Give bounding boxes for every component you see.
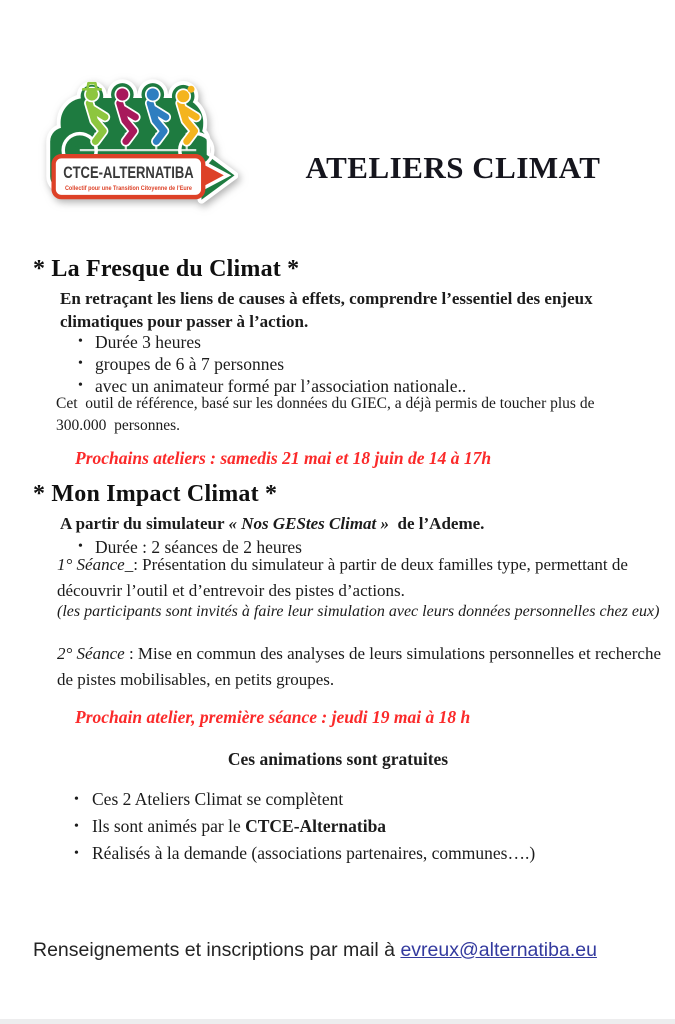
list-item: • avec un animateur formé par l’association nationale.. — [60, 375, 620, 397]
seance1-text: Présentation du simulateur à partir de deux familles type, permettant de découvrir l’outil et d’entrevoir des pistes d’actions. — [57, 555, 628, 600]
list-item: • groupes de 6 à 7 personnes — [60, 353, 620, 375]
ctce-alternatiba-logo — [38, 50, 238, 212]
closing-b2-bold: CTCE-Alternatiba — [245, 816, 387, 836]
fresque-heading: * La Fresque du Climat * — [33, 256, 300, 282]
footer-text: Renseignements et inscriptions par mail à — [33, 939, 401, 961]
impact-intro — [60, 512, 650, 535]
list-item: • Durée : 2 séances de 2 heures — [60, 536, 620, 558]
logo-sign — [54, 156, 228, 197]
impact-intro-quote: « Nos GEStes Climat » — [228, 514, 390, 533]
impact-heading: * Mon Impact Climat * — [33, 481, 278, 507]
logo-sign-subtitle: Collectif pour une Transition Citoyenne de l’Eure — [64, 185, 193, 193]
footer-contact-line — [33, 939, 643, 962]
fresque-bullet-list — [60, 331, 620, 397]
impact-parenthetical: (les participants sont invités à faire leur simulation avec leurs données personnelles chez eux) — [57, 603, 660, 620]
fresque-next-dates: Prochains ateliers : samedis 21 mai et 18 juin de 14 à 17h — [75, 448, 492, 468]
impact-intro-suffix: de l’Ademe. — [389, 514, 485, 533]
list-item: • Réalisés à la demande (associations partenaires, communes….) — [60, 840, 640, 867]
fresque-intro: En retraçant les liens de causes à effets, comprendre l’essentiel des enjeux climatiques pour passer à l’action. — [60, 289, 597, 331]
seance2-sep: : — [124, 644, 138, 663]
closing-b2-prefix: Ils sont animés par le — [92, 816, 246, 836]
list-item: • Durée 3 heures — [60, 331, 620, 353]
impact-next-date: Prochain atelier, première séance : jeudi 19 mai à 18 h — [75, 707, 471, 727]
list-item — [60, 813, 640, 840]
seance1-sep: _: — [124, 555, 143, 574]
seance2-label: 2° Séance — [57, 644, 125, 663]
impact-seance1 — [57, 552, 661, 604]
impact-seance2 — [57, 641, 661, 693]
closing-bullet-list — [60, 786, 640, 867]
fresque-note: Cet outil de référence, basé sur les données du GIEC, a déjà permis de toucher plus de 300.000 personnes. — [56, 395, 599, 434]
logo-sign-title: CTCE-ALTERNATIBA — [63, 162, 194, 182]
free-animations-line: Ces animations sont gratuites — [227, 749, 449, 769]
seance2-text: Mise en commun des analyses de leurs simulations personnelles et recherche de pistes mobilisables, en petits groupes. — [57, 644, 661, 689]
email-link[interactable]: evreux@alternatiba.eu — [400, 939, 597, 961]
impact-intro-prefix: A partir du simulateur — [60, 514, 229, 533]
page-title: ATELIERS CLIMAT — [305, 150, 601, 185]
seance1-label: 1° Séance — [57, 555, 125, 574]
list-item: • Ces 2 Ateliers Climat se complètent — [60, 786, 640, 813]
page-bottom-edge — [0, 1019, 675, 1024]
